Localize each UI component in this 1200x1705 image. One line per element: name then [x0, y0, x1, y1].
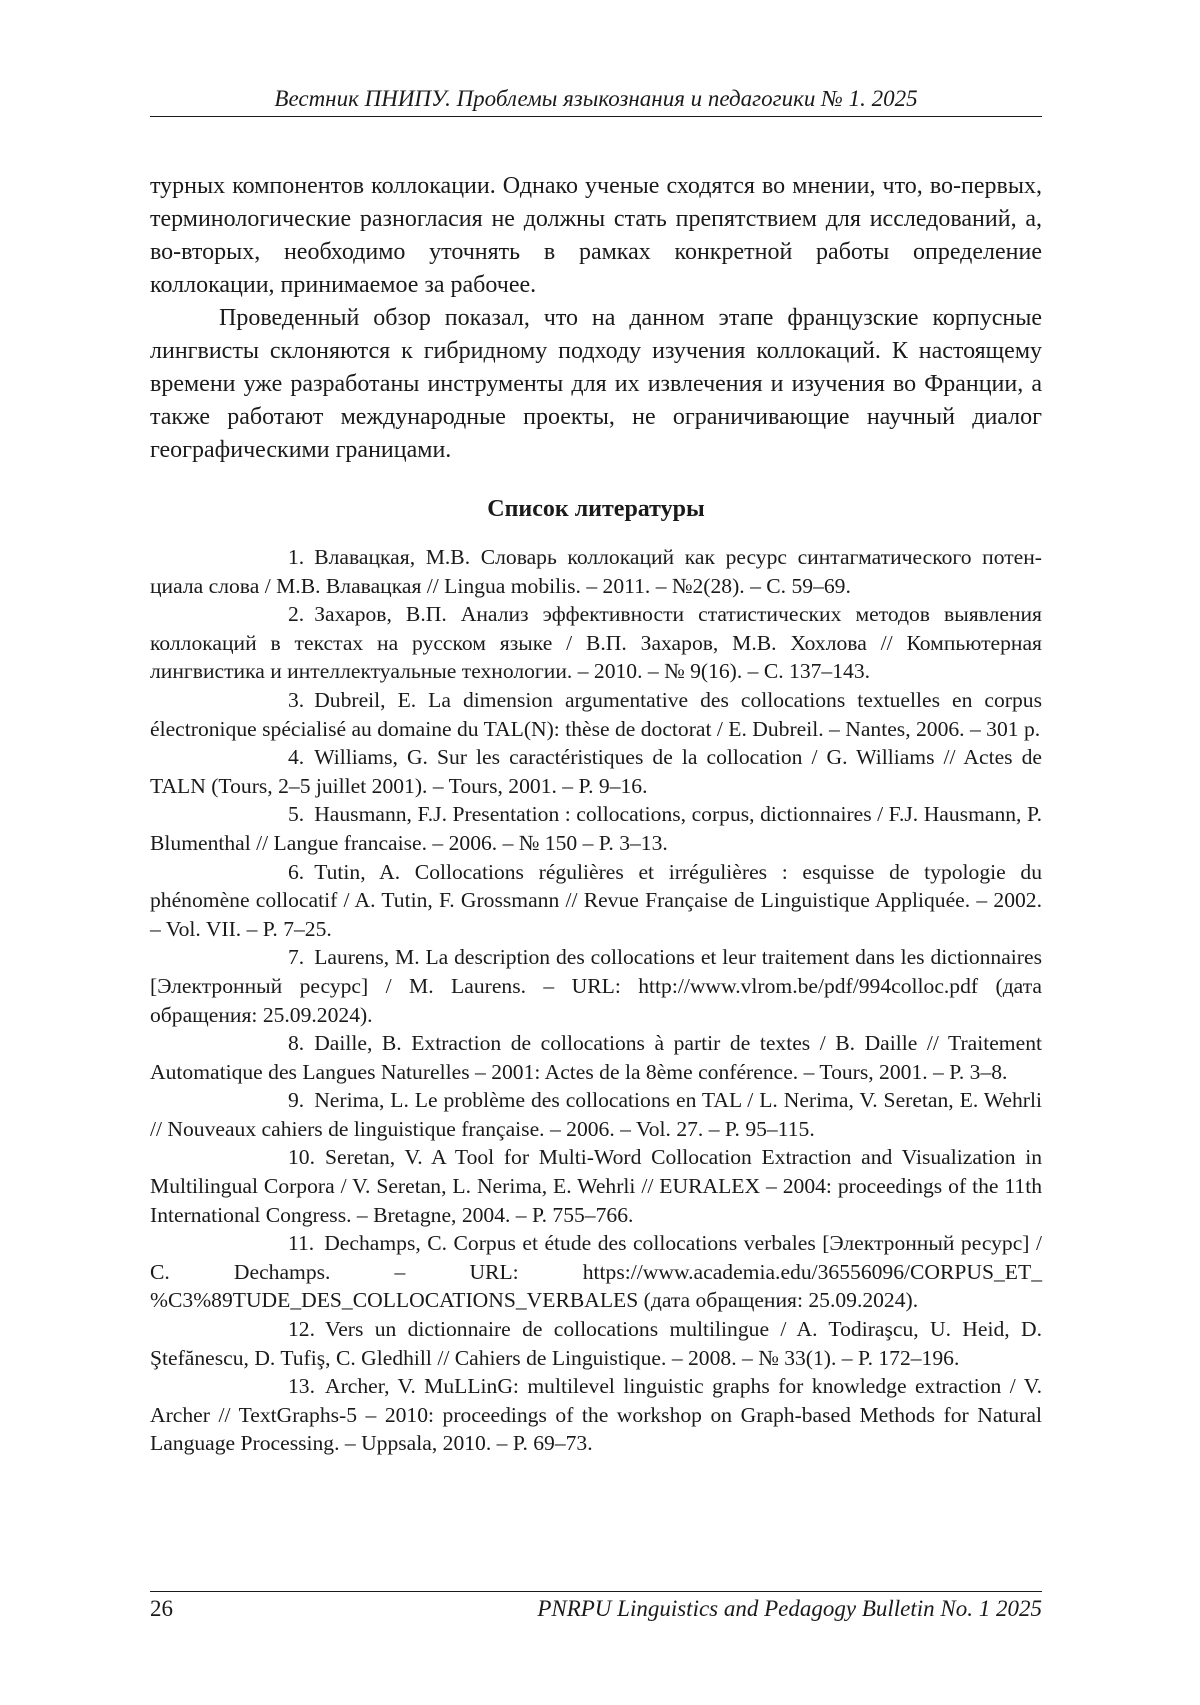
reference-text: Laurens, M. La description des collocations et leur traitement dans les dictionnaires [Электронный ресурс] / M. Laurens. – URL: http://www.vlrom.be/pdf/​994colloc.pdf (дата обращения: 25.09.2024).	[150, 945, 1042, 1027]
reference-text: Archer, V. MuLLinG: multilevel linguistic graphs for knowledge extraction / V. Archer // TextGraphs-5 – 2010: proceedings of the workshop on Graph-based Methods for Natural Language Processing. – Uppsala, 2010. – P. 69–73.	[150, 1374, 1042, 1456]
page-number: 26	[150, 1596, 173, 1621]
running-head: Вестник ПНИПУ. Проблемы языкознания и педагогики № 1. 2025	[274, 86, 918, 111]
header-rule	[150, 116, 1042, 117]
reference-number: 10.	[288, 1145, 315, 1170]
reference-text: Dubreil, E. La dimension argumentative des collocations textuelles en corpus électronique spécialisé au domaine du TAL(N): thèse de doctorat / E. Dubreil. – Nantes, 2006. – 301 p.	[150, 687, 1042, 741]
reference-text: Dechamps, C. Corpus et étude des collocations verbales [Электронный ресурс] / C. Dechamps. – URL: https://www.academia.edu/36556096/CORPUS_ET_​%C3%89TUDE_DES_COLLOCATIONS_VERBALES (дата обращения: 25.09.2024).	[150, 1231, 1042, 1313]
body-paragraph: турных компонентов коллокации. Однако ученые сходятся во мнении, что, во-первых, терминологические разногласия не должны стать препятствием для исследований, а, во-вторых, необходимо уточнять в рамках конкретной работы определение коллокации, принимаемое за рабочее.	[150, 173, 1042, 298]
reference-item	[150, 858, 1042, 944]
reference-list	[150, 543, 1042, 1458]
reference-item	[150, 743, 1042, 800]
reference-number: 5.	[288, 802, 305, 827]
reference-number: 1.	[288, 545, 305, 569]
reference-number: 11.	[288, 1231, 315, 1256]
reference-item	[150, 1229, 1042, 1315]
body-paragraph: Проведенный обзор показал, что на данном этапе французские корпусные лингвисты склоняются к гибридному подходу изучения коллокаций. К настоящему времени уже разработаны инструменты для их извлечения и изучения во Франции, а также работают международные проекты, не ограничивающие научный диалог географическими границами.	[150, 305, 1042, 463]
reference-number: 12.	[288, 1317, 315, 1342]
reference-item	[150, 1086, 1042, 1143]
reference-number: 4.	[288, 745, 305, 770]
reference-number: 7.	[288, 945, 305, 970]
reference-number: 13.	[288, 1374, 315, 1399]
reference-item	[150, 1029, 1042, 1086]
reference-text: Hausmann, F.J. Presentation : collocations, corpus, dictionnaires / F.J. Hausmann, P. Blumenthal // Langue francaise. – 2006. – № 150 – P. 3–13.	[150, 802, 1042, 855]
reference-number: 9.	[288, 1088, 305, 1113]
reference-number: 6.	[288, 859, 305, 884]
running-footer: PNRPU Linguistics and Pedagogy Bulletin No. 1 2025	[537, 1596, 1042, 1621]
references-heading: Список литературы	[487, 496, 705, 522]
reference-number: 3.	[288, 687, 305, 712]
reference-item	[150, 1315, 1042, 1372]
reference-item	[150, 600, 1042, 686]
reference-item	[150, 543, 1042, 600]
reference-item	[150, 800, 1042, 857]
reference-item	[150, 943, 1042, 1029]
reference-number: 2.	[288, 602, 305, 627]
reference-text: Williams, G. Sur les caractéristiques de la collocation / G. Williams // Actes de TALN (Tours, 2–5 juillet 2001). – Tours, 2001. – P. 9–16.	[150, 745, 1042, 798]
reference-item	[150, 1143, 1042, 1229]
reference-item	[150, 686, 1042, 743]
page-content	[150, 170, 1042, 1458]
footer-rule	[150, 1591, 1042, 1592]
reference-text: Tutin, A. Collocations régulières et irrégulières : esquisse de typologie du phénomène collocatif / A. Tutin, F. Grossmann // Revue Française de Linguistique Appliquée. – 2002. – Vol. VII. – P. 7–25.	[150, 859, 1042, 941]
reference-text: Vers un dictionnaire de collocations multilingue / A. Todiraşcu, U. Heid, D. Ştefănescu, D. Tufiş, C. Gledhill // Cahiers de Linguistique. – 2008. – № 33(1). – P. 172–196.	[150, 1317, 1042, 1370]
reference-text: Seretan, V. A Tool for Multi-Word Collocation Extraction and Visualization in Multilingual Corpora / V. Seretan, L. Nerima, E. Wehrli // EURALEX – 2004: proceedings of the 11th International Congress. – Bretagne, 2004. – P. 755–766.	[150, 1145, 1042, 1227]
reference-text: Nerima, L. Le problème des collocations en TAL / L. Nerima, V. Seretan, E. Wehrli // Nouveaux cahiers de linguistique française. – 2006. – Vol. 27. – P. 95–115.	[150, 1088, 1042, 1141]
reference-number: 8.	[288, 1031, 305, 1056]
reference-text: Захаров, В.П. Анализ эффективности статистических методов выявления коллокаций в текстах на русском языке / В.П. Захаров, М.В. Хохлова // Компьютерная лингвистика и интеллектуальные технологии. – 2010. – № 9(16). – С. 137–143.	[150, 602, 1042, 684]
reference-text: Daille, B. Extraction de collocations à partir de textes / B. Daille // Traitement Automatique des Langues Naturelles – 2001: Actes de la 8ème conférence. – Tours, 2001. – P. 3–8.	[150, 1031, 1042, 1084]
reference-text: Влавацкая, М.В. Словарь коллокаций как ресурс синтагматического потенциала слова / М.В. Влавацкая // Lingua mobilis. – 2011. – №2(28). – С. 59–69.	[150, 545, 1042, 598]
reference-item	[150, 1372, 1042, 1458]
